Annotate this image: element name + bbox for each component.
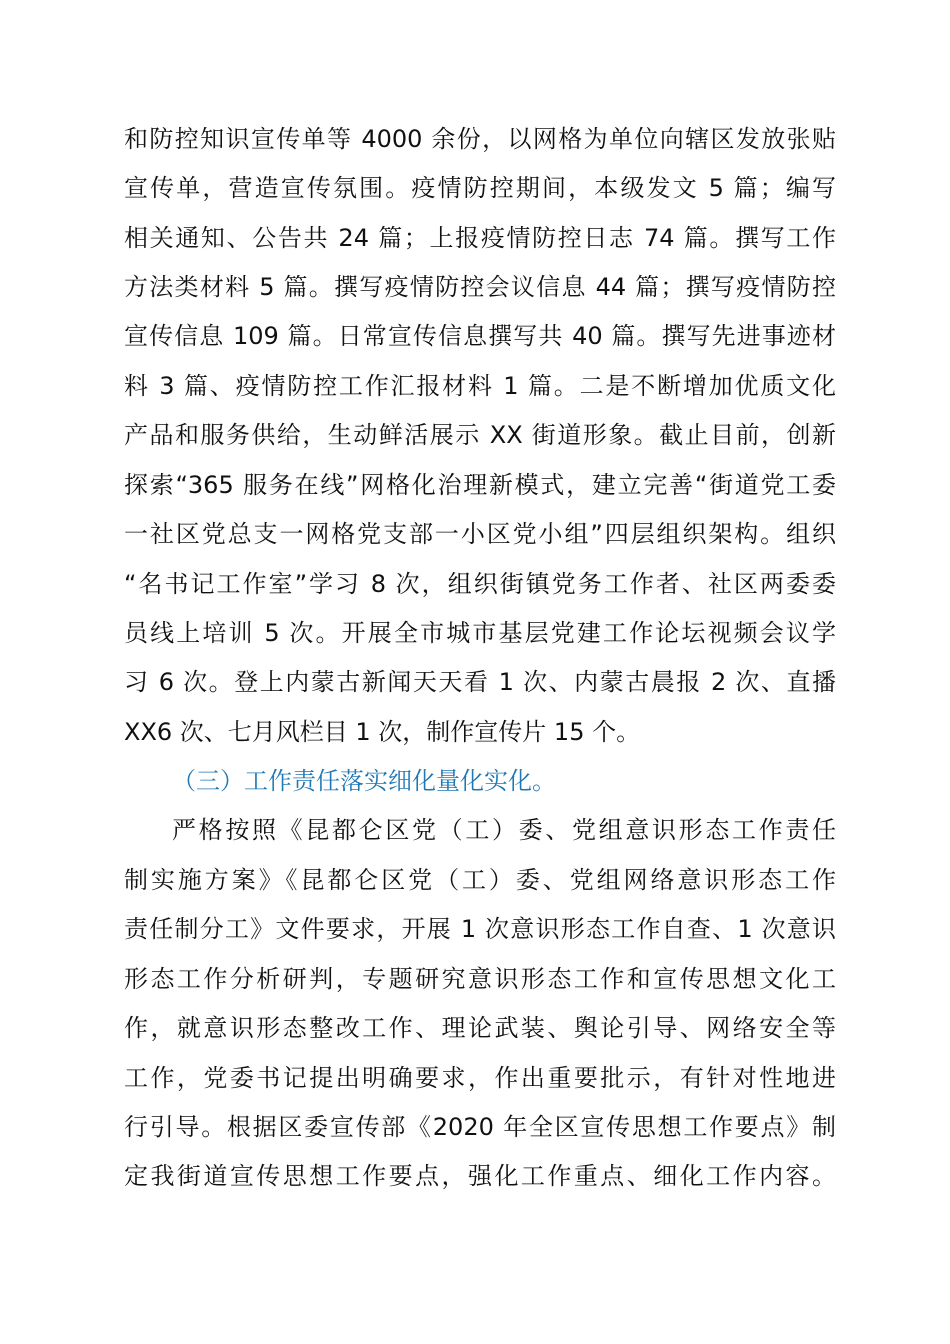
body-text-line: 探索“365 服务在线”网格化治理新模式，建立完善“街道党工委 [124, 471, 836, 499]
body-text-line: 责任制分工》文件要求，开展 1 次意识形态工作自查、1 次意识 [124, 915, 836, 943]
body-text-line: 宣传单，营造宣传氛围。疫情防控期间，本级发文 5 篇；编写 [124, 174, 836, 202]
body-text-line: 员线上培训 5 次。开展全市城市基层党建工作论坛视频会议学 [124, 619, 836, 647]
section-heading: （三）工作责任落实细化量化实化。 [172, 767, 556, 795]
body-text-line: “名书记工作室”学习 8 次，组织街镇党务工作者、社区两委委 [124, 570, 836, 598]
body-text-line: 习 6 次。登上内蒙古新闻天天看 1 次、内蒙古晨报 2 次、直播 [124, 668, 836, 696]
body-text-line: 宣传信息 109 篇。日常宣传信息撰写共 40 篇。撰写先进事迹材 [124, 322, 836, 350]
body-text-line: 严格按照《昆都仑区党（工）委、党组意识形态工作责任 [172, 816, 836, 844]
body-text-line: XX6 次、七月风栏目 1 次，制作宣传片 15 个。 [124, 718, 641, 746]
body-text-line: 工作，党委书记提出明确要求，作出重要批示，有针对性地进 [124, 1064, 836, 1092]
body-text-line: 定我街道宣传思想工作要点，强化工作重点、细化工作内容。 [124, 1162, 836, 1190]
body-text-line: 作，就意识形态整改工作、理论武装、舆论引导、网络安全等 [124, 1014, 836, 1042]
body-text-line: 产品和服务供给，生动鲜活展示 XX 街道形象。截止目前，创新 [124, 421, 836, 449]
body-text-line: 形态工作分析研判，专题研究意识形态工作和宣传思想文化工 [124, 965, 836, 993]
body-text-line: 制实施方案》《昆都仑区党（工）委、党组网络意识形态工作 [124, 866, 836, 894]
body-text-line: 和防控知识宣传单等 4000 余份，以网格为单位向辖区发放张贴 [124, 125, 836, 153]
body-text-line: 料 3 篇、疫情防控工作汇报材料 1 篇。二是不断增加优质文化 [124, 372, 836, 400]
body-text-line: 一社区党总支一网格党支部一小区党小组”四层组织架构。组织 [124, 520, 836, 548]
body-text-line: 方法类材料 5 篇。撰写疫情防控会议信息 44 篇；撰写疫情防控 [124, 273, 836, 301]
body-text-line: 相关通知、公告共 24 篇；上报疫情防控日志 74 篇。撰写工作 [124, 224, 836, 252]
body-text-line: 行引导。根据区委宣传部《2020 年全区宣传思想工作要点》制 [124, 1113, 836, 1141]
